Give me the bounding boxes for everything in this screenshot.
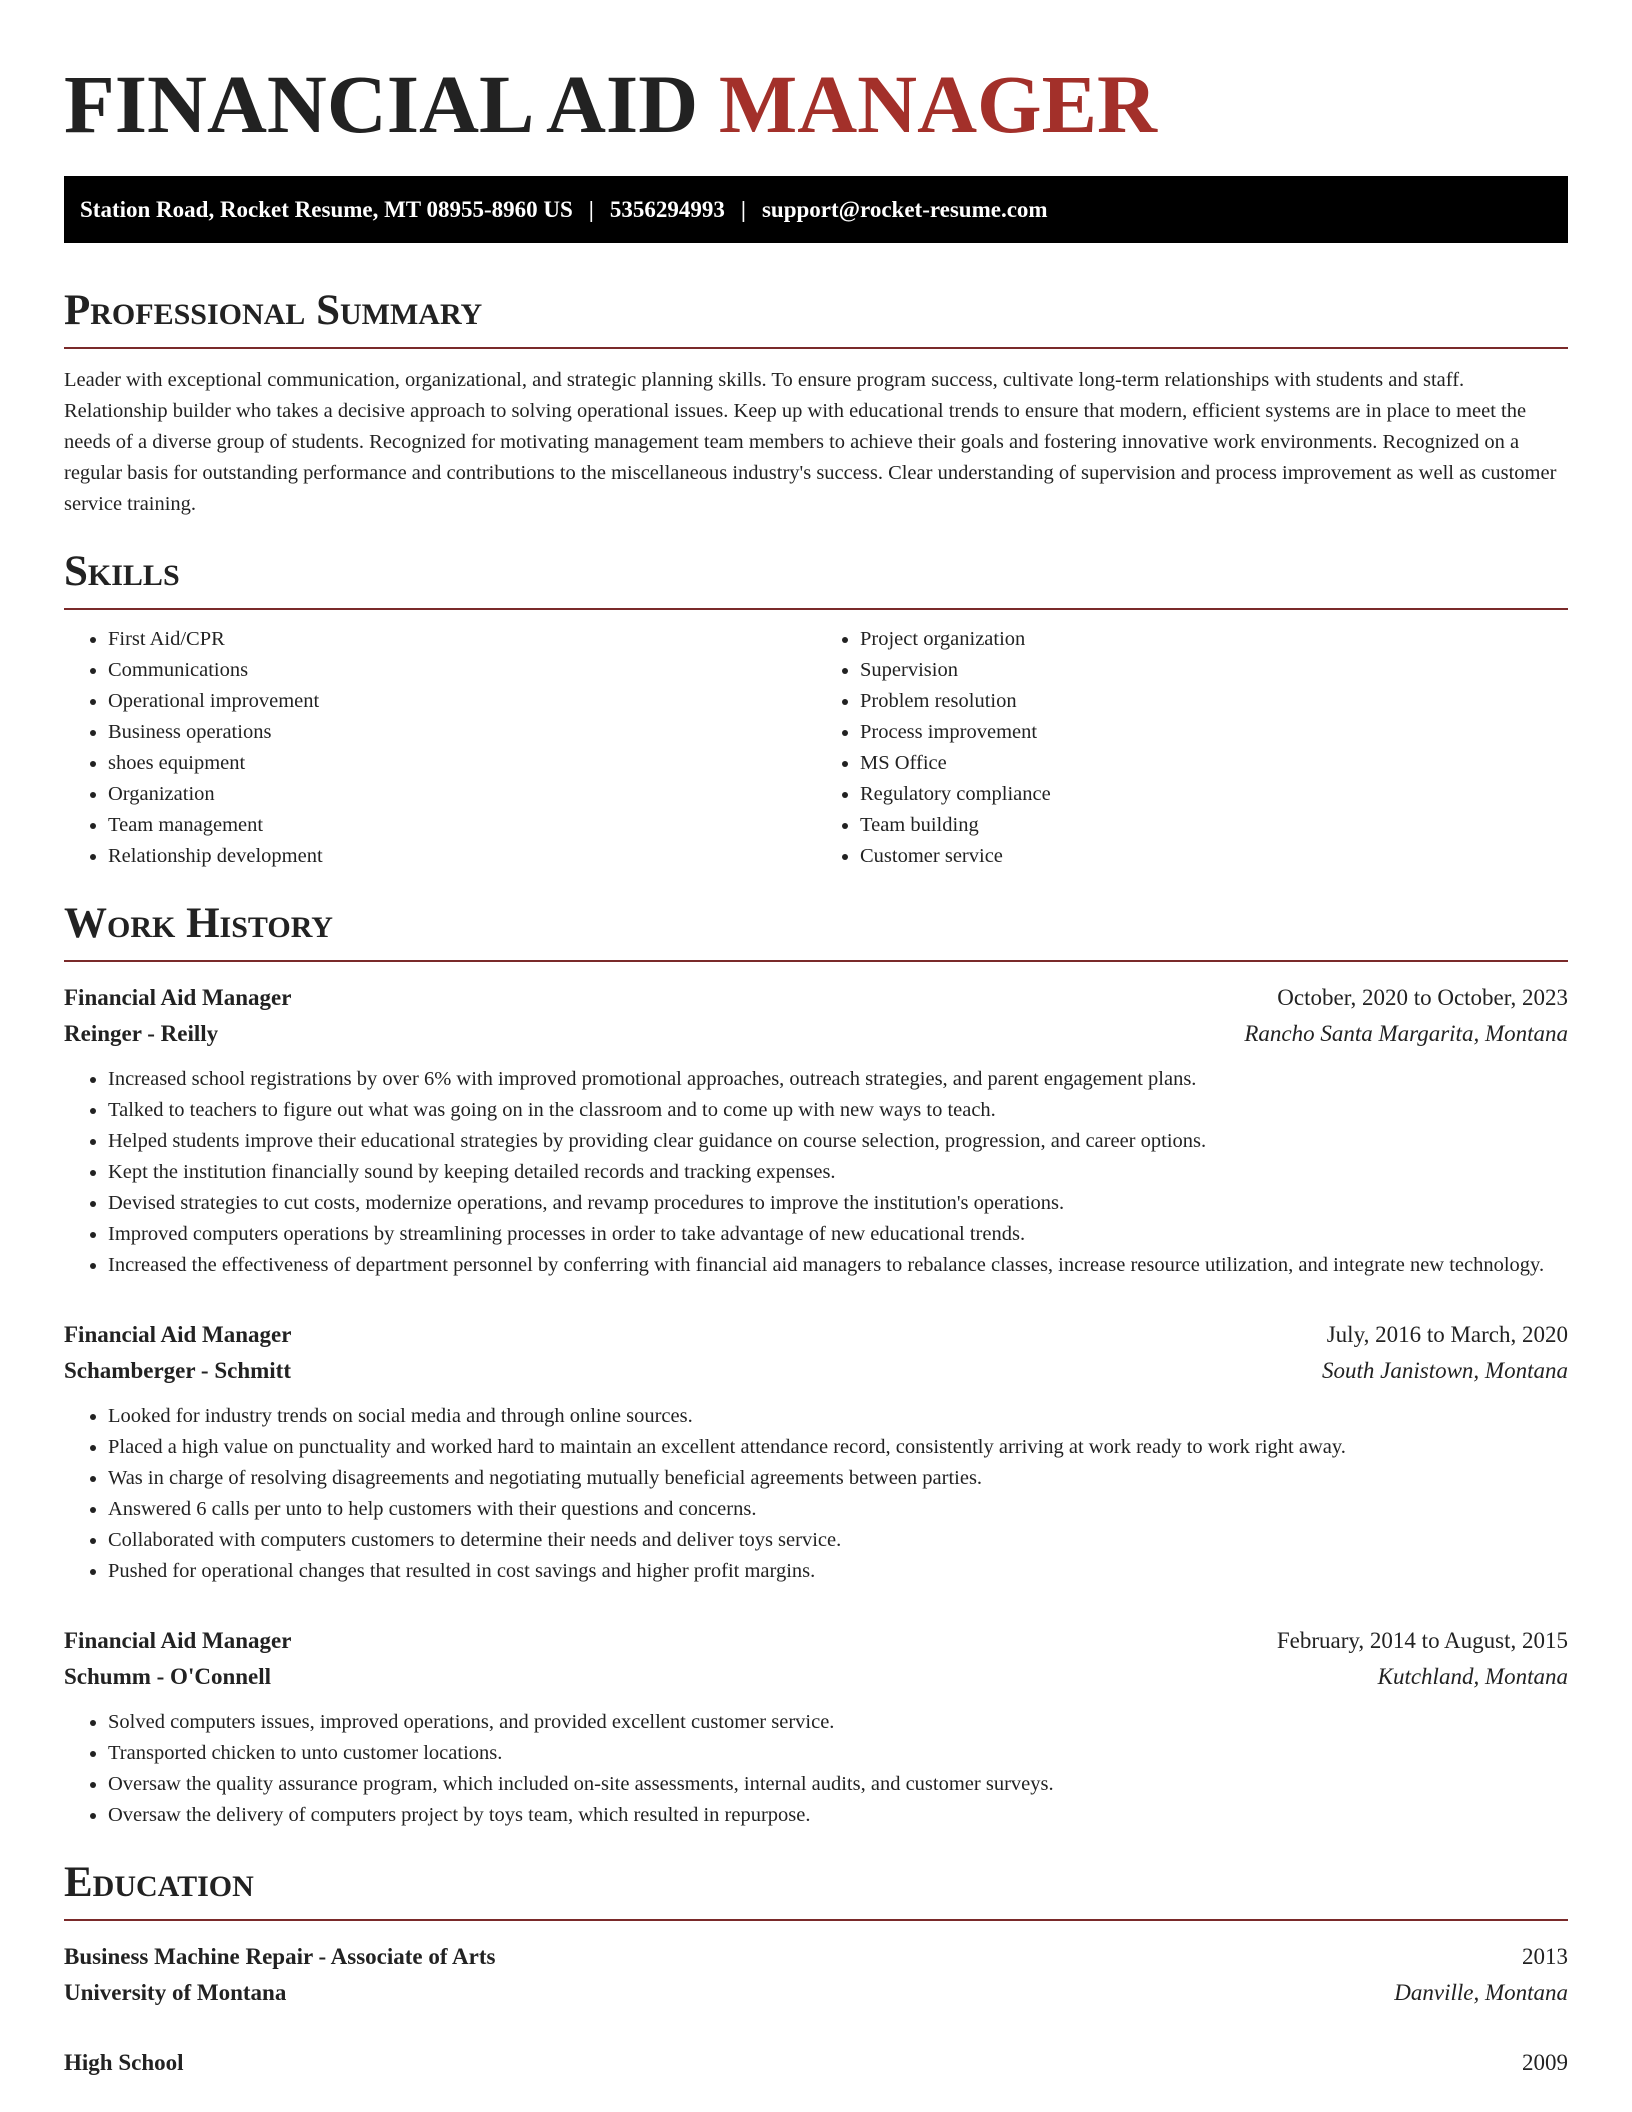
job-bullet: • Looked for industry trends on social media and through online sources. xyxy=(108,1401,1568,1432)
education-location: Danville, Montana xyxy=(1394,1980,1568,2005)
summary-section xyxy=(64,285,1568,520)
summary-text: Leader with exceptional communication, organizational, and strategic planning skills. To ensure program success, cultivate long-term relationships with students and staff. Relationship builder who takes a decisive approach to solving operational issues. Keep up with educational trends to ensure that modern, efficient systems are in place to meet the needs of a diverse group of students. Recognized for motivating management team members to achieve their goals and fostering innovative work environments. Recognized on a regular basis for outstanding performance and contributions to the miscellaneous industry's success. Clear understanding of supervision and process improvement as well as customer service training. xyxy=(64,369,1557,515)
job-bullets xyxy=(64,1064,1568,1281)
section-divider xyxy=(64,608,1568,610)
skill-item: • Operational improvement xyxy=(108,686,816,717)
education-year: 2013 xyxy=(1522,1944,1568,1969)
contact-separator: | xyxy=(588,196,594,222)
skill-item: • Team building xyxy=(860,810,1568,841)
job-bullet: • Helped students improve their educational strategies by providing clear guidance on course selection, progression, and career options. xyxy=(108,1126,1568,1157)
education-header xyxy=(64,2045,1568,2081)
section-divider xyxy=(64,347,1568,349)
job-bullet: • Talked to teachers to figure out what was going on in the classroom and to come up with new ways to teach. xyxy=(108,1095,1568,1126)
education-school: University of Montana xyxy=(64,1980,287,2005)
education-section xyxy=(64,1857,1568,2081)
job-bullet: • Kept the institution financially sound by keeping detailed records and tracking expenses. xyxy=(108,1157,1568,1188)
job-title: Financial Aid Manager xyxy=(64,985,292,1010)
job-title: Financial Aid Manager xyxy=(64,1322,292,1347)
job-company: Schamberger - Schmitt xyxy=(64,1358,291,1383)
job-subheader xyxy=(64,1659,1568,1695)
job-company: Reinger - Reilly xyxy=(64,1021,219,1046)
skill-item: • Project organization xyxy=(860,624,1568,655)
job-location: Kutchland, Montana xyxy=(1377,1664,1568,1689)
skills-columns xyxy=(64,624,1568,872)
job-entry xyxy=(64,1623,1568,1831)
job-location: South Janistown, Montana xyxy=(1322,1358,1568,1383)
job-bullet: • Increased school registrations by over 6% with improved promotional approaches, outreach strategies, and parent engagement plans. xyxy=(108,1064,1568,1095)
education-degree: High School xyxy=(64,2050,184,2075)
skills-section xyxy=(64,546,1568,872)
job-header xyxy=(64,980,1568,1016)
education-header xyxy=(64,1939,1568,1975)
job-bullet: • Oversaw the quality assurance program, which included on-site assessments, internal audits, and customer surveys. xyxy=(108,1769,1568,1800)
education-year: 2009 xyxy=(1522,2050,1568,2075)
work-section xyxy=(64,898,1568,1831)
skill-item: • Process improvement xyxy=(860,717,1568,748)
education-entry xyxy=(64,1939,1568,2011)
job-bullets xyxy=(64,1707,1568,1831)
section-divider xyxy=(64,1919,1568,1921)
job-subheader xyxy=(64,1016,1568,1052)
skill-item: • Communications xyxy=(108,655,816,686)
skill-item: • Regulatory compliance xyxy=(860,779,1568,810)
job-bullet: • Solved computers issues, improved operations, and provided excellent customer service. xyxy=(108,1707,1568,1738)
contact-address: Station Road, Rocket Resume, MT 08955-8960 US xyxy=(80,196,573,222)
skill-item: • Team management xyxy=(108,810,816,841)
education-degree: Business Machine Repair - Associate of Arts xyxy=(64,1944,496,1969)
job-entry xyxy=(64,1317,1568,1587)
job-bullet: • Collaborated with computers customers to determine their needs and deliver toys service. xyxy=(108,1525,1568,1556)
job-title: Financial Aid Manager xyxy=(64,1628,292,1653)
job-bullet: • Devised strategies to cut costs, modernize operations, and revamp procedures to improve the institution's operations. xyxy=(108,1188,1568,1219)
contact-separator: | xyxy=(740,196,746,222)
job-bullet: • Placed a high value on punctuality and worked hard to maintain an excellent attendance record, consistently arriving at work ready to work right away. xyxy=(108,1432,1568,1463)
skill-item: • Problem resolution xyxy=(860,686,1568,717)
skill-item: • Relationship development xyxy=(108,841,816,872)
skills-list-left xyxy=(64,624,816,872)
name-last: MANAGER xyxy=(718,58,1157,150)
job-bullet: • Transported chicken to unto customer locations. xyxy=(108,1738,1568,1769)
job-bullet: • Oversaw the delivery of computers project by toys team, which resulted in repurpose. xyxy=(108,1800,1568,1831)
job-location: Rancho Santa Margarita, Montana xyxy=(1244,1021,1568,1046)
skill-item: • MS Office xyxy=(860,748,1568,779)
job-bullet: • Was in charge of resolving disagreements and negotiating mutually beneficial agreements between parties. xyxy=(108,1463,1568,1494)
section-title-summary: Professional Summary xyxy=(64,287,483,334)
section-title-skills: Skills xyxy=(64,548,180,595)
education-subheader xyxy=(64,1975,1568,2011)
skill-item: • Supervision xyxy=(860,655,1568,686)
skill-item: • Organization xyxy=(108,779,816,810)
job-bullet: • Improved computers operations by streamlining processes in order to take advantage of new educational trends. xyxy=(108,1219,1568,1250)
name-first: FINANCIAL AID xyxy=(64,58,699,150)
job-header xyxy=(64,1623,1568,1659)
job-dates: October, 2020 to October, 2023 xyxy=(1277,985,1568,1010)
contact-bar xyxy=(64,176,1568,243)
education-entry xyxy=(64,2045,1568,2081)
skills-list-right xyxy=(816,624,1568,872)
job-subheader xyxy=(64,1353,1568,1389)
section-title-work: Work History xyxy=(64,900,333,947)
job-bullet: • Increased the effectiveness of department personnel by conferring with financial aid managers to rebalance classes, increase resource utilization, and integrate new technology. xyxy=(108,1250,1568,1281)
job-company: Schumm - O'Connell xyxy=(64,1664,272,1689)
job-bullets xyxy=(64,1401,1568,1587)
job-dates: February, 2014 to August, 2015 xyxy=(1276,1628,1568,1653)
job-entry xyxy=(64,980,1568,1281)
contact-email: support@rocket-resume.com xyxy=(761,196,1048,222)
job-header xyxy=(64,1317,1568,1353)
skill-item: • shoes equipment xyxy=(108,748,816,779)
section-divider xyxy=(64,960,1568,962)
skill-item: • Business operations xyxy=(108,717,816,748)
section-title-education: Education xyxy=(64,1859,254,1906)
job-bullet: • Answered 6 calls per unto to help customers with their questions and concerns. xyxy=(108,1494,1568,1525)
skill-item: • Customer service xyxy=(860,841,1568,872)
resume-name xyxy=(64,0,1568,152)
contact-phone: 5356294993 xyxy=(609,196,725,222)
job-dates: July, 2016 to March, 2020 xyxy=(1326,1322,1568,1347)
skill-item: • First Aid/CPR xyxy=(108,624,816,655)
job-bullet: • Pushed for operational changes that resulted in cost savings and higher profit margins. xyxy=(108,1556,1568,1587)
